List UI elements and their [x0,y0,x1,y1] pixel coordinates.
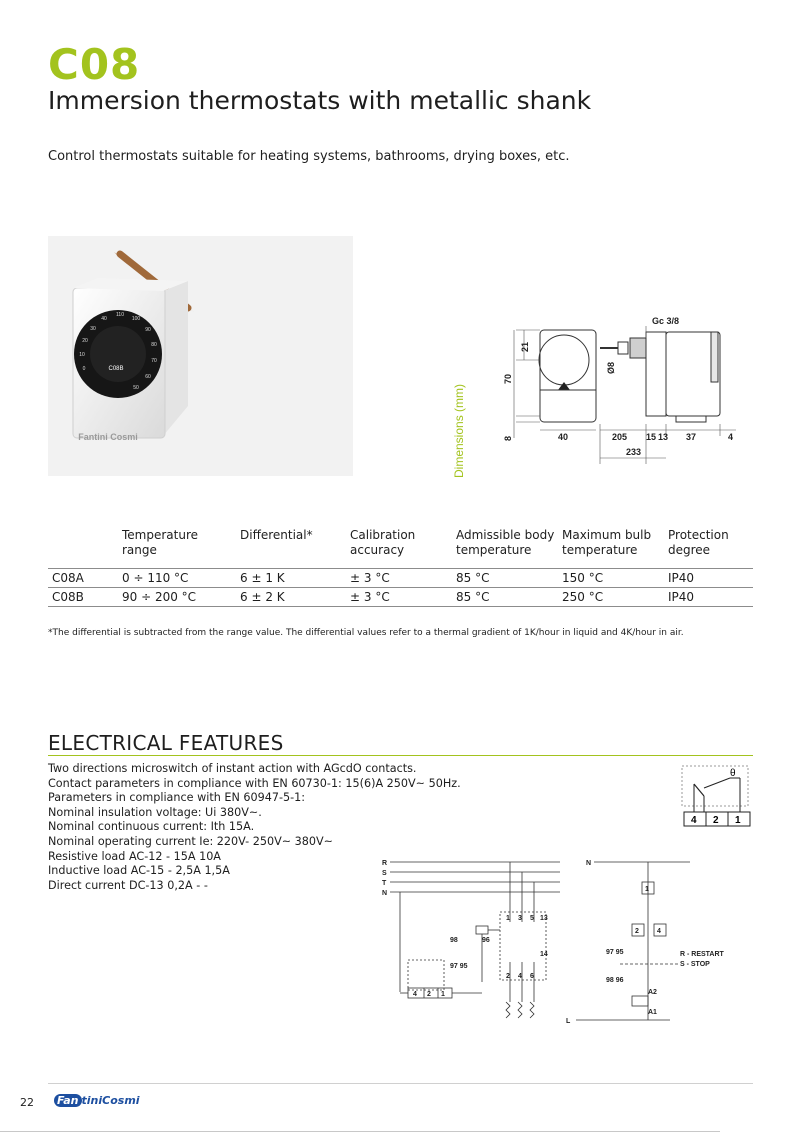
list-item: Nominal insulation voltage: Ui 380V~. [48,805,262,819]
dim-40: 40 [558,432,569,442]
contactor-label: 13 [540,915,548,922]
right-terminal: 4 [657,928,661,935]
column-header: Calibration accuracy [350,528,416,557]
right-N-label: N [586,860,592,867]
restart-label: R - RESTART [680,951,724,958]
specs-table [48,528,753,607]
table-row [48,588,753,607]
terminal-label: 2 [713,815,719,826]
column-header: Protection degree [668,528,729,557]
table-cell: 85 °C [452,569,558,588]
contactor-label: 2 [506,973,510,980]
table-cell: ± 3 °C [346,569,452,588]
list-item: Contact parameters in compliance with EN 60730-1: 15(6)A 250V~ 50Hz. [48,776,461,790]
brand-imprint: Fantini Cosmi [78,432,138,442]
theta-symbol: θ [730,768,736,779]
dial-number: 20 [82,338,88,344]
table-cell: 250 °C [558,588,664,607]
table-footnote: *The differential is subtracted from the range value. The differential values refer to a thermal gradient of 1K/hour in liquid and 4K/hour in air. [48,628,684,638]
product-code: C08 [48,40,141,89]
table-row [48,569,753,588]
dial-number: 50 [133,385,139,391]
page-number: 22 [20,1096,34,1109]
list-item: Inductive load AC-15 - 2,5A 1,5A [48,864,230,878]
dial-number: 40 [101,316,107,322]
aux-label: 97 95 [450,963,468,970]
switch-symbol [680,764,756,832]
intro-text: Control thermostats suitable for heating systems, bathrooms, drying boxes, etc. [48,149,570,164]
list-item: Resistive load AC-12 - 15A 10A [48,849,221,863]
right-contact-label: 97 95 [606,949,624,956]
table-cell: 6 ± 1 K [236,569,346,588]
phase-label: R [382,860,388,867]
contactor-label: 4 [518,973,522,980]
phase-label: S [382,870,387,877]
list-item: Parameters in compliance with EN 60947-5-1: [48,791,306,805]
thermostat-illustration [48,236,353,476]
dial-number: 30 [90,326,96,332]
wiring-diagram [380,852,724,1028]
terminal-label: 4 [413,991,417,998]
dial-model-label: C08B [108,366,124,372]
dimensions-label: Dimensions (mm) [452,383,466,478]
logo-part: Fan [54,1094,82,1107]
coil-label: A2 [648,989,657,996]
dimensions-label-wrap [452,374,466,478]
product-photo [48,236,353,476]
dimension-drawing [496,308,766,472]
table-cell: ± 3 °C [346,588,452,607]
footer-divider [48,1083,753,1084]
terminal-label: 1 [735,815,741,826]
column-header: Maximum bulb temperature [562,528,652,557]
dim-13: 13 [658,432,669,442]
dim-thread: Gc 3/8 [652,316,680,326]
dim-21: 21 [520,341,530,352]
dial-number: 100 [131,316,141,322]
phase-label: T [382,880,387,887]
terminal-label: 2 [427,991,431,998]
dial-number: 90 [145,327,151,333]
dial-number: 70 [151,358,157,364]
right-terminal: 1 [645,886,649,893]
dim-4: 4 [728,432,734,442]
column-header: Admissible body temperature [456,528,555,557]
list-item: Nominal continuous current: Ith 15A. [48,820,255,834]
dial-number: 110 [116,312,124,318]
column-header: Differential* [240,528,313,542]
dial-number: 0 [82,366,86,372]
phase-label: N [382,890,388,897]
page-title: Immersion thermostats with metallic shank [48,86,592,115]
table-cell: C08A [48,569,118,588]
dial-number: 60 [145,374,151,380]
list-item: Two directions microswitch of instant action with AGcdO contacts. [48,762,417,775]
dial-number: 80 [151,342,157,348]
table-cell: 150 °C [558,569,664,588]
aux-label: 98 [450,937,458,944]
table-cell: C08B [48,588,118,607]
terminal-label: 1 [441,991,445,998]
table-cell: 0 ÷ 110 °C [118,569,236,588]
list-item: Direct current DC-13 0,2A - - [48,878,208,892]
contactor-label: 1 [506,915,510,922]
table-cell: 85 °C [452,588,558,607]
dim-205: 205 [612,432,628,442]
coil-label: A1 [648,1009,657,1016]
right-terminal: 2 [635,928,639,935]
section-heading: ELECTRICAL FEATURES [48,731,284,755]
housing-side [163,281,188,436]
contactor-label: 5 [530,915,534,922]
table-cell: 90 ÷ 200 °C [118,588,236,607]
dim-diameter: Ø8 [606,361,616,374]
table-cell: 6 ± 2 K [236,588,346,607]
dim-37: 37 [686,432,697,442]
column-header [48,528,118,569]
dim-233: 233 [626,447,642,457]
list-item: Nominal operating current Ie: 220V- 250V~ 380V~ [48,834,334,848]
contactor-label: 6 [530,973,534,980]
brand-logo [54,1094,140,1107]
aux-label: 96 [482,937,490,944]
right-contact-label: 98 96 [606,977,624,984]
section-divider [48,755,753,756]
contactor-label: 3 [518,915,522,922]
bottom-divider [0,1131,720,1132]
dim-15: 15 [646,432,657,442]
terminal-label: 4 [691,815,697,826]
table-header-row [48,528,753,569]
table-cell: IP40 [664,588,753,607]
table-cell: IP40 [664,569,753,588]
dim-8: 8 [503,435,513,441]
right-L-label: L [566,1018,571,1025]
stop-label: S - STOP [680,961,710,968]
dim-70: 70 [503,373,513,384]
logo-part: tiniCosmi [81,1094,140,1107]
aux-label: 14 [540,951,548,958]
column-header: Temperature range [122,528,199,557]
dial-number: 10 [79,352,85,358]
